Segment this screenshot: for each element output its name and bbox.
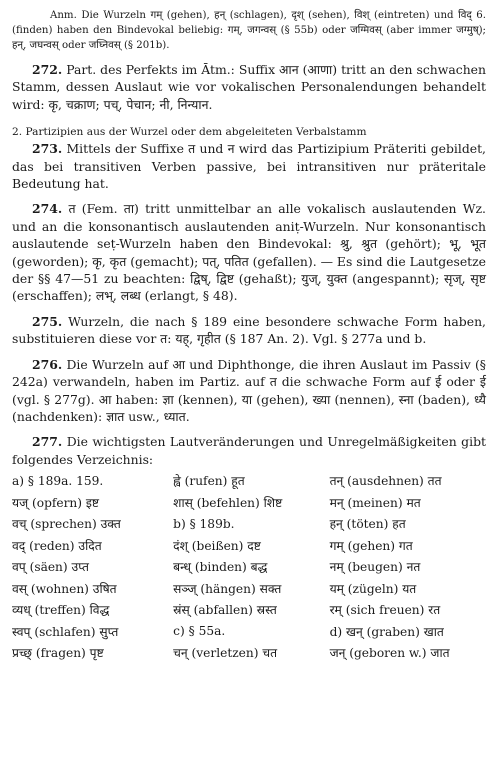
table-cell: मन् (meinen) मत xyxy=(329,495,421,510)
table-cell: चन् (verletzen) चत xyxy=(173,646,278,661)
table-cell: ह्वे (rufen) हूत xyxy=(173,474,245,489)
table-cell: b) § 189b. xyxy=(173,516,235,531)
table-cell: स्रंस् (abfallen) स्रस्त xyxy=(173,603,277,618)
section-number: 272. xyxy=(32,62,63,77)
table-cell: व्यध् (treffen) विद्ध xyxy=(12,603,110,618)
table-cell: दंश् (beißen) दष्ट xyxy=(173,538,261,553)
table-cell: वस् (wohnen) उषित xyxy=(12,581,117,596)
table-row xyxy=(12,621,486,643)
table-row xyxy=(12,513,486,535)
paragraph-text: Die wichtigsten Lautveränderungen und Unregelmäßigkeiten gibt folgendes Verzeichnis: xyxy=(12,434,486,467)
paragraph-text: त (Fem. ता) tritt unmittelbar an alle vokalisch auslautenden Wz. und an die konsonantisch auslautenden aniṭ-Wurzeln. Nur konsonantisch auslautende seṭ-Wurzeln haben den Bindevokal: श्रु, श्रुत (gehört); भू, भूत (geworden); कृ, कृत (gemacht); पत्, पतित (gefallen). — Es sind die Lautgesetze der §§ 47—51 zu beachten: द्विष्, द्विष्ट (gehaßt); युज्, युक्त (angespannt); सृज्, सृष्ट (erschaffen); लभ्, लब्ध (erlangt, § 48). xyxy=(12,201,486,304)
paragraph-text: Wurzeln, die nach § 189 eine besondere schwache Form haben, substituieren diese vor त: यह्, गृहीत (§ 187 An. 2). Vgl. § 277a und b. xyxy=(12,313,486,347)
table-cell: a) § 189a. 159. xyxy=(12,473,104,488)
paragraph-text: Die Wurzeln auf आ und Diphthonge, die ihren Auslaut im Passiv (§ 242a) verwandeln, haben im Partiz. auf त die schwache Form auf ई oder ई (vgl. § 277g). आ haben: ज्ञा (kennen), या (gehen), ख्या (nennen), स्ना (baden), ध्यै (nachdenken): ज्ञात usw., ध्यात. xyxy=(12,356,486,424)
paragraph-274 xyxy=(12,200,486,304)
table-cell: c) § 55a. xyxy=(173,624,226,639)
table-cell: रम् (sich freuen) रत xyxy=(329,603,441,618)
table-cell: वद् (reden) उदित xyxy=(12,538,102,553)
table-cell: जन् (geboren w.) जात xyxy=(329,646,450,661)
table-cell: शास् (befehlen) शिष्ट xyxy=(173,495,283,510)
table-cell: यम् (zügeln) यत xyxy=(329,581,417,596)
table-cell: सञ्ज् (hängen) सक्त xyxy=(173,581,282,596)
paragraph-text: Mittels der Suffixe त und न wird das Partizipium Präteriti gebildet, das bei transitiven Verben passive, bei intransitiven nur präteritale Bedeutung hat. xyxy=(12,141,486,192)
table-row xyxy=(12,535,486,557)
section-number: 277. xyxy=(32,434,63,450)
table-cell: बन्ध् (binden) बद्ध xyxy=(173,560,268,575)
table-row xyxy=(12,556,486,578)
anmerkung xyxy=(12,8,486,53)
table-cell: d) खन् (graben) खात xyxy=(329,624,444,639)
table-cell: तन् (ausdehnen) तत xyxy=(329,474,442,489)
table-cell: प्रच्छ् (fragen) पृष्ट xyxy=(12,646,104,661)
table-cell: नम् (beugen) नत xyxy=(329,560,421,575)
table-cell: वच् (sprechen) उक्त xyxy=(12,517,121,532)
anm-label: Anm. xyxy=(50,10,77,21)
word-list-table xyxy=(12,470,486,664)
table-cell: यज् (opfern) इष्ट xyxy=(12,495,100,510)
section-number: 273. xyxy=(32,141,63,157)
paragraph-272 xyxy=(12,61,486,113)
table-row xyxy=(12,492,486,514)
paragraph-276 xyxy=(12,356,486,426)
table-cell: स्वप् (schlafen) सुप्त xyxy=(12,624,119,639)
paragraph-275 xyxy=(12,313,486,348)
table-row xyxy=(12,578,486,600)
table-cell: हन् (töten) हत xyxy=(329,517,406,532)
anm-text: Die Wurzeln गम् (gehen), हन् (schlagen), दृश् (sehen), विश् (eintreten) und विद् 6. (finden) haben den Bindevokal beliebig: गम्, जगन्वस् (§ 55b) oder जग्मिवस् (aber immer जग्मुष्); हन्, जघन्वस् oder जघ्निवस् (§ 201b). xyxy=(12,10,486,51)
table-cell: गम् (gehen) गत xyxy=(329,538,413,553)
table-cell: वप् (säen) उप्त xyxy=(12,560,89,575)
paragraph-273 xyxy=(12,140,486,192)
section-number: 274. xyxy=(32,201,63,217)
section-number: 276. xyxy=(32,356,63,372)
table-row xyxy=(12,470,486,492)
paragraph-text: Part. des Perfekts im Ātm.: Suffix आन (आणा) tritt an den schwachen Stamm, dessen Auslaut wie vor vokalischen Personalendungen behandelt wird: कृ, चक्राण; पच्, पेचान; नी, निन्यान. xyxy=(12,62,486,112)
section-heading: 2. Partizipien aus der Wurzel oder dem abgeleiteten Verbalstamm xyxy=(12,126,367,139)
section-number: 275. xyxy=(32,313,63,329)
table-row xyxy=(12,599,486,621)
table-row xyxy=(12,642,486,664)
paragraph-277 xyxy=(12,433,486,468)
